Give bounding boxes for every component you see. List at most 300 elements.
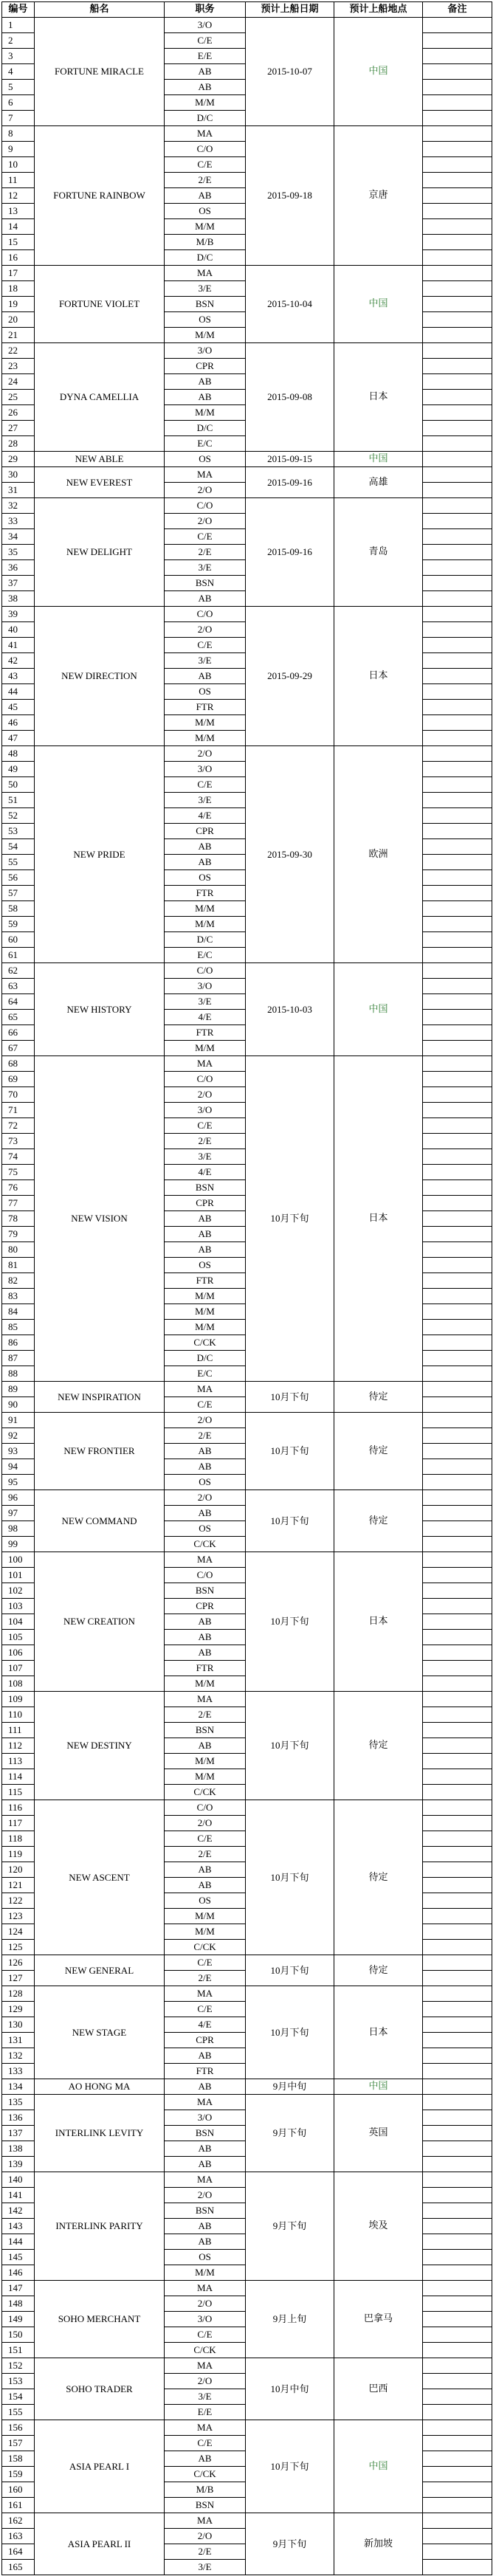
table-row	[2, 1056, 492, 1072]
duty: AB	[165, 2079, 246, 2095]
duty: 2/O	[165, 1490, 246, 1506]
duty: AB	[165, 2451, 246, 2467]
duty: C/E	[165, 1118, 246, 1134]
boarding-place: 高雄	[334, 467, 423, 498]
boarding-place: 青岛	[334, 498, 423, 607]
note-cell	[423, 80, 492, 95]
row-number: 12	[2, 188, 35, 204]
note-cell	[423, 1661, 492, 1676]
note-cell	[423, 917, 492, 932]
row-number: 134	[2, 2079, 35, 2095]
note-cell	[423, 1134, 492, 1149]
boarding-place: 巴西	[334, 2358, 423, 2420]
note-cell	[423, 1816, 492, 1831]
ship-name: NEW STAGE	[35, 1986, 165, 2079]
row-number: 14	[2, 219, 35, 235]
note-cell	[423, 1041, 492, 1056]
note-cell	[423, 436, 492, 452]
duty: C/O	[165, 1072, 246, 1087]
boarding-place: 埃及	[334, 2172, 423, 2281]
boarding-date: 2015-10-04	[246, 266, 334, 343]
table-row	[2, 1800, 492, 1816]
row-number: 102	[2, 1583, 35, 1599]
row-number: 61	[2, 948, 35, 963]
row-number: 131	[2, 2033, 35, 2048]
table-row	[2, 2079, 492, 2095]
note-cell	[423, 1087, 492, 1103]
duty: M/M	[165, 328, 246, 343]
row-number: 82	[2, 1273, 35, 1289]
duty: M/M	[165, 1676, 246, 1692]
duty: C/E	[165, 2327, 246, 2343]
row-number: 29	[2, 452, 35, 467]
note-cell	[423, 1692, 492, 1707]
row-number: 24	[2, 374, 35, 390]
row-number: 147	[2, 2281, 35, 2296]
duty: CPR	[165, 1196, 246, 1211]
row-number: 118	[2, 1831, 35, 1847]
note-cell	[423, 1072, 492, 1087]
row-number: 46	[2, 715, 35, 731]
note-cell	[423, 669, 492, 684]
row-number: 162	[2, 2513, 35, 2529]
note-cell	[423, 1506, 492, 1521]
duty: 2/O	[165, 483, 246, 498]
duty: AB	[165, 1506, 246, 1521]
duty: CPR	[165, 824, 246, 839]
boarding-date: 10月下旬	[246, 1552, 334, 1692]
row-number: 48	[2, 746, 35, 762]
duty: AB	[165, 1614, 246, 1630]
row-number: 98	[2, 1521, 35, 1537]
duty: 4/E	[165, 1165, 246, 1180]
duty: AB	[165, 2157, 246, 2172]
duty: AB	[165, 1738, 246, 1754]
row-number: 27	[2, 421, 35, 436]
duty: AB	[165, 839, 246, 855]
row-number: 79	[2, 1227, 35, 1242]
note-cell	[423, 638, 492, 653]
boarding-date: 10月下旬	[246, 1490, 334, 1552]
note-cell	[423, 1521, 492, 1537]
row-number: 1	[2, 18, 35, 33]
row-number: 155	[2, 2405, 35, 2420]
note-cell	[423, 2250, 492, 2265]
note-cell	[423, 746, 492, 762]
boarding-date: 10月下旬	[246, 2420, 334, 2513]
duty: OS	[165, 452, 246, 467]
note-cell	[423, 1428, 492, 1444]
row-number: 58	[2, 901, 35, 917]
header-row	[2, 2, 492, 18]
duty: BSN	[165, 2126, 246, 2141]
note-cell	[423, 2048, 492, 2064]
row-number: 156	[2, 2420, 35, 2436]
note-cell	[423, 1351, 492, 1366]
note-cell	[423, 1010, 492, 1025]
note-cell	[423, 1537, 492, 1552]
boarding-place: 日本	[334, 1552, 423, 1692]
row-number: 96	[2, 1490, 35, 1506]
row-number: 152	[2, 2358, 35, 2374]
duty: M/M	[165, 917, 246, 932]
duty: C/E	[165, 1955, 246, 1971]
note-cell	[423, 994, 492, 1010]
duty: MA	[165, 1692, 246, 1707]
note-cell	[423, 1723, 492, 1738]
row-number: 116	[2, 1800, 35, 1816]
duty: BSN	[165, 576, 246, 591]
note-cell	[423, 1475, 492, 1490]
duty: AB	[165, 2141, 246, 2157]
note-cell	[423, 2033, 492, 2048]
header-duty: 职务	[165, 2, 246, 18]
row-number: 73	[2, 1134, 35, 1149]
row-number: 66	[2, 1025, 35, 1041]
boarding-place: 待定	[334, 1692, 423, 1800]
note-cell	[423, 2234, 492, 2250]
duty: BSN	[165, 1583, 246, 1599]
row-number: 21	[2, 328, 35, 343]
row-number: 151	[2, 2343, 35, 2358]
note-cell	[423, 529, 492, 545]
ship-name: NEW PRIDE	[35, 746, 165, 963]
note-cell	[423, 1320, 492, 1335]
note-cell	[423, 1273, 492, 1289]
boarding-date: 2015-09-08	[246, 343, 334, 452]
row-number: 11	[2, 173, 35, 188]
note-cell	[423, 700, 492, 715]
row-number: 60	[2, 932, 35, 948]
note-cell	[423, 963, 492, 979]
duty: 4/E	[165, 2017, 246, 2033]
note-cell	[423, 1831, 492, 1847]
table-row	[2, 2172, 492, 2188]
duty: OS	[165, 2250, 246, 2265]
row-number: 124	[2, 1924, 35, 1940]
row-number: 91	[2, 1413, 35, 1428]
row-number: 158	[2, 2451, 35, 2467]
ship-name: NEW COMMAND	[35, 1490, 165, 1552]
row-number: 165	[2, 2560, 35, 2575]
note-cell	[423, 1459, 492, 1475]
row-number: 141	[2, 2188, 35, 2203]
row-number: 53	[2, 824, 35, 839]
boarding-date: 10月下旬	[246, 1413, 334, 1490]
note-cell	[423, 1335, 492, 1351]
note-cell	[423, 684, 492, 700]
table-row	[2, 2420, 492, 2436]
note-cell	[423, 1490, 492, 1506]
note-cell	[423, 932, 492, 948]
note-cell	[423, 607, 492, 622]
note-cell	[423, 266, 492, 281]
table-row	[2, 1955, 492, 1971]
duty: 2/E	[165, 1134, 246, 1149]
duty: FTR	[165, 1273, 246, 1289]
note-cell	[423, 979, 492, 994]
duty: 2/O	[165, 1413, 246, 1428]
boarding-place: 待定	[334, 1800, 423, 1955]
duty: D/C	[165, 932, 246, 948]
ship-name: NEW INSPIRATION	[35, 1382, 165, 1413]
row-number: 143	[2, 2219, 35, 2234]
note-cell	[423, 2327, 492, 2343]
row-number: 47	[2, 731, 35, 746]
table-row	[2, 1552, 492, 1568]
row-number: 94	[2, 1459, 35, 1475]
row-number: 159	[2, 2467, 35, 2482]
note-cell	[423, 2064, 492, 2079]
duty: 3/O	[165, 1103, 246, 1118]
boarding-date: 10月下旬	[246, 1692, 334, 1800]
row-number: 139	[2, 2157, 35, 2172]
duty: MA	[165, 1552, 246, 1568]
duty: OS	[165, 312, 246, 328]
table-row	[2, 452, 492, 467]
table-row	[2, 266, 492, 281]
row-number: 103	[2, 1599, 35, 1614]
boarding-date: 10月下旬	[246, 1382, 334, 1413]
row-number: 68	[2, 1056, 35, 1072]
duty: MA	[165, 2358, 246, 2374]
row-number: 37	[2, 576, 35, 591]
row-number: 30	[2, 467, 35, 483]
boarding-date: 2015-09-15	[246, 452, 334, 467]
duty: OS	[165, 684, 246, 700]
note-cell	[423, 777, 492, 793]
ship-name: NEW ABLE	[35, 452, 165, 467]
ship-name: NEW EVEREST	[35, 467, 165, 498]
row-number: 107	[2, 1661, 35, 1676]
row-number: 38	[2, 591, 35, 607]
note-cell	[423, 1862, 492, 1878]
duty: 2/E	[165, 1971, 246, 1986]
note-cell	[423, 2343, 492, 2358]
duty: 2/E	[165, 1428, 246, 1444]
row-number: 157	[2, 2436, 35, 2451]
note-cell	[423, 2265, 492, 2281]
row-number: 22	[2, 343, 35, 359]
duty: 3/E	[165, 653, 246, 669]
duty: FTR	[165, 1661, 246, 1676]
note-cell	[423, 328, 492, 343]
duty: C/O	[165, 498, 246, 514]
row-number: 20	[2, 312, 35, 328]
row-number: 9	[2, 142, 35, 157]
duty: FTR	[165, 700, 246, 715]
row-number: 108	[2, 1676, 35, 1692]
note-cell	[423, 762, 492, 777]
duty: 2/O	[165, 2296, 246, 2312]
note-cell	[423, 374, 492, 390]
duty: 3/O	[165, 2312, 246, 2327]
row-number: 81	[2, 1258, 35, 1273]
row-number: 34	[2, 529, 35, 545]
ship-name: FORTUNE RAINBOW	[35, 126, 165, 266]
boarding-place: 日本	[334, 1056, 423, 1382]
note-cell	[423, 1893, 492, 1909]
row-number: 86	[2, 1335, 35, 1351]
note-cell	[423, 824, 492, 839]
note-cell	[423, 1568, 492, 1583]
note-cell	[423, 235, 492, 250]
duty: E/E	[165, 2405, 246, 2420]
duty: MA	[165, 1986, 246, 2002]
duty: MA	[165, 2172, 246, 2188]
duty: C/E	[165, 157, 246, 173]
duty: C/E	[165, 2436, 246, 2451]
duty: D/C	[165, 1351, 246, 1366]
duty: AB	[165, 1227, 246, 1242]
note-cell	[423, 64, 492, 80]
row-number: 71	[2, 1103, 35, 1118]
row-number: 100	[2, 1552, 35, 1568]
note-cell	[423, 111, 492, 126]
note-cell	[423, 855, 492, 870]
duty: C/O	[165, 963, 246, 979]
note-cell	[423, 359, 492, 374]
row-number: 23	[2, 359, 35, 374]
duty: 2/E	[165, 173, 246, 188]
note-cell	[423, 1599, 492, 1614]
table-row	[2, 963, 492, 979]
row-number: 132	[2, 2048, 35, 2064]
row-number: 161	[2, 2498, 35, 2513]
row-number: 106	[2, 1645, 35, 1661]
duty: 2/E	[165, 2544, 246, 2560]
duty: FTR	[165, 1025, 246, 1041]
ship-name: NEW ASCENT	[35, 1800, 165, 1955]
row-number: 119	[2, 1847, 35, 1862]
duty: OS	[165, 1258, 246, 1273]
boarding-date: 2015-09-16	[246, 467, 334, 498]
row-number: 113	[2, 1754, 35, 1769]
duty: C/O	[165, 607, 246, 622]
row-number: 111	[2, 1723, 35, 1738]
row-number: 99	[2, 1537, 35, 1552]
duty: C/E	[165, 638, 246, 653]
note-cell	[423, 49, 492, 64]
row-number: 75	[2, 1165, 35, 1180]
note-cell	[423, 1382, 492, 1397]
duty: MA	[165, 467, 246, 483]
note-cell	[423, 1552, 492, 1568]
note-cell	[423, 545, 492, 560]
duty: AB	[165, 669, 246, 684]
note-cell	[423, 157, 492, 173]
duty: C/O	[165, 1800, 246, 1816]
note-cell	[423, 2002, 492, 2017]
note-cell	[423, 18, 492, 33]
note-cell	[423, 1924, 492, 1940]
row-number: 56	[2, 870, 35, 886]
row-number: 25	[2, 390, 35, 405]
row-number: 31	[2, 483, 35, 498]
note-cell	[423, 1242, 492, 1258]
table-row	[2, 746, 492, 762]
duty: C/E	[165, 777, 246, 793]
ship-name: ASIA PEARL I	[35, 2420, 165, 2513]
note-cell	[423, 622, 492, 638]
note-cell	[423, 2296, 492, 2312]
duty: M/M	[165, 1924, 246, 1940]
boarding-date: 10月下旬	[246, 1056, 334, 1382]
row-number: 32	[2, 498, 35, 514]
duty: C/E	[165, 2002, 246, 2017]
row-number: 90	[2, 1397, 35, 1413]
duty: MA	[165, 1056, 246, 1072]
duty: C/CK	[165, 2343, 246, 2358]
row-number: 153	[2, 2374, 35, 2389]
row-number: 52	[2, 808, 35, 824]
note-cell	[423, 2157, 492, 2172]
header-place: 预计上船地点	[334, 2, 423, 18]
boarding-place: 中国	[334, 2079, 423, 2095]
table-row	[2, 1692, 492, 1707]
row-number: 8	[2, 126, 35, 142]
duty: 3/E	[165, 281, 246, 297]
row-number: 127	[2, 1971, 35, 1986]
note-cell	[423, 2203, 492, 2219]
note-cell	[423, 33, 492, 49]
note-cell	[423, 2281, 492, 2296]
duty: C/E	[165, 1831, 246, 1847]
duty: FTR	[165, 886, 246, 901]
duty: C/CK	[165, 1785, 246, 1800]
duty: M/M	[165, 1289, 246, 1304]
boarding-date: 9月中旬	[246, 2079, 334, 2095]
duty: D/C	[165, 250, 246, 266]
note-cell	[423, 2079, 492, 2095]
note-cell	[423, 188, 492, 204]
boarding-place: 中国	[334, 18, 423, 126]
duty: M/B	[165, 235, 246, 250]
row-number: 130	[2, 2017, 35, 2033]
boarding-place: 中国	[334, 266, 423, 343]
note-cell	[423, 1444, 492, 1459]
row-number: 104	[2, 1614, 35, 1630]
duty: 2/O	[165, 1087, 246, 1103]
row-number: 163	[2, 2529, 35, 2544]
duty: FTR	[165, 2064, 246, 2079]
boarding-place: 京唐	[334, 126, 423, 266]
ship-name: INTERLINK PARITY	[35, 2172, 165, 2281]
row-number: 16	[2, 250, 35, 266]
note-cell	[423, 1909, 492, 1924]
table-row	[2, 18, 492, 33]
note-cell	[423, 1165, 492, 1180]
note-cell	[423, 1103, 492, 1118]
note-cell	[423, 2110, 492, 2126]
note-cell	[423, 2358, 492, 2374]
header-num: 编号	[2, 2, 35, 18]
note-cell	[423, 2172, 492, 2188]
duty: M/M	[165, 1754, 246, 1769]
note-cell	[423, 1258, 492, 1273]
boarding-date: 2015-09-16	[246, 498, 334, 607]
duty: AB	[165, 374, 246, 390]
note-cell	[423, 452, 492, 467]
row-number: 125	[2, 1940, 35, 1955]
duty: M/M	[165, 1769, 246, 1785]
row-number: 10	[2, 157, 35, 173]
duty: OS	[165, 1475, 246, 1490]
duty: 2/E	[165, 1707, 246, 1723]
ship-name: SOHO MERCHANT	[35, 2281, 165, 2358]
boarding-place: 英国	[334, 2095, 423, 2172]
ship-name: NEW FRONTIER	[35, 1413, 165, 1490]
